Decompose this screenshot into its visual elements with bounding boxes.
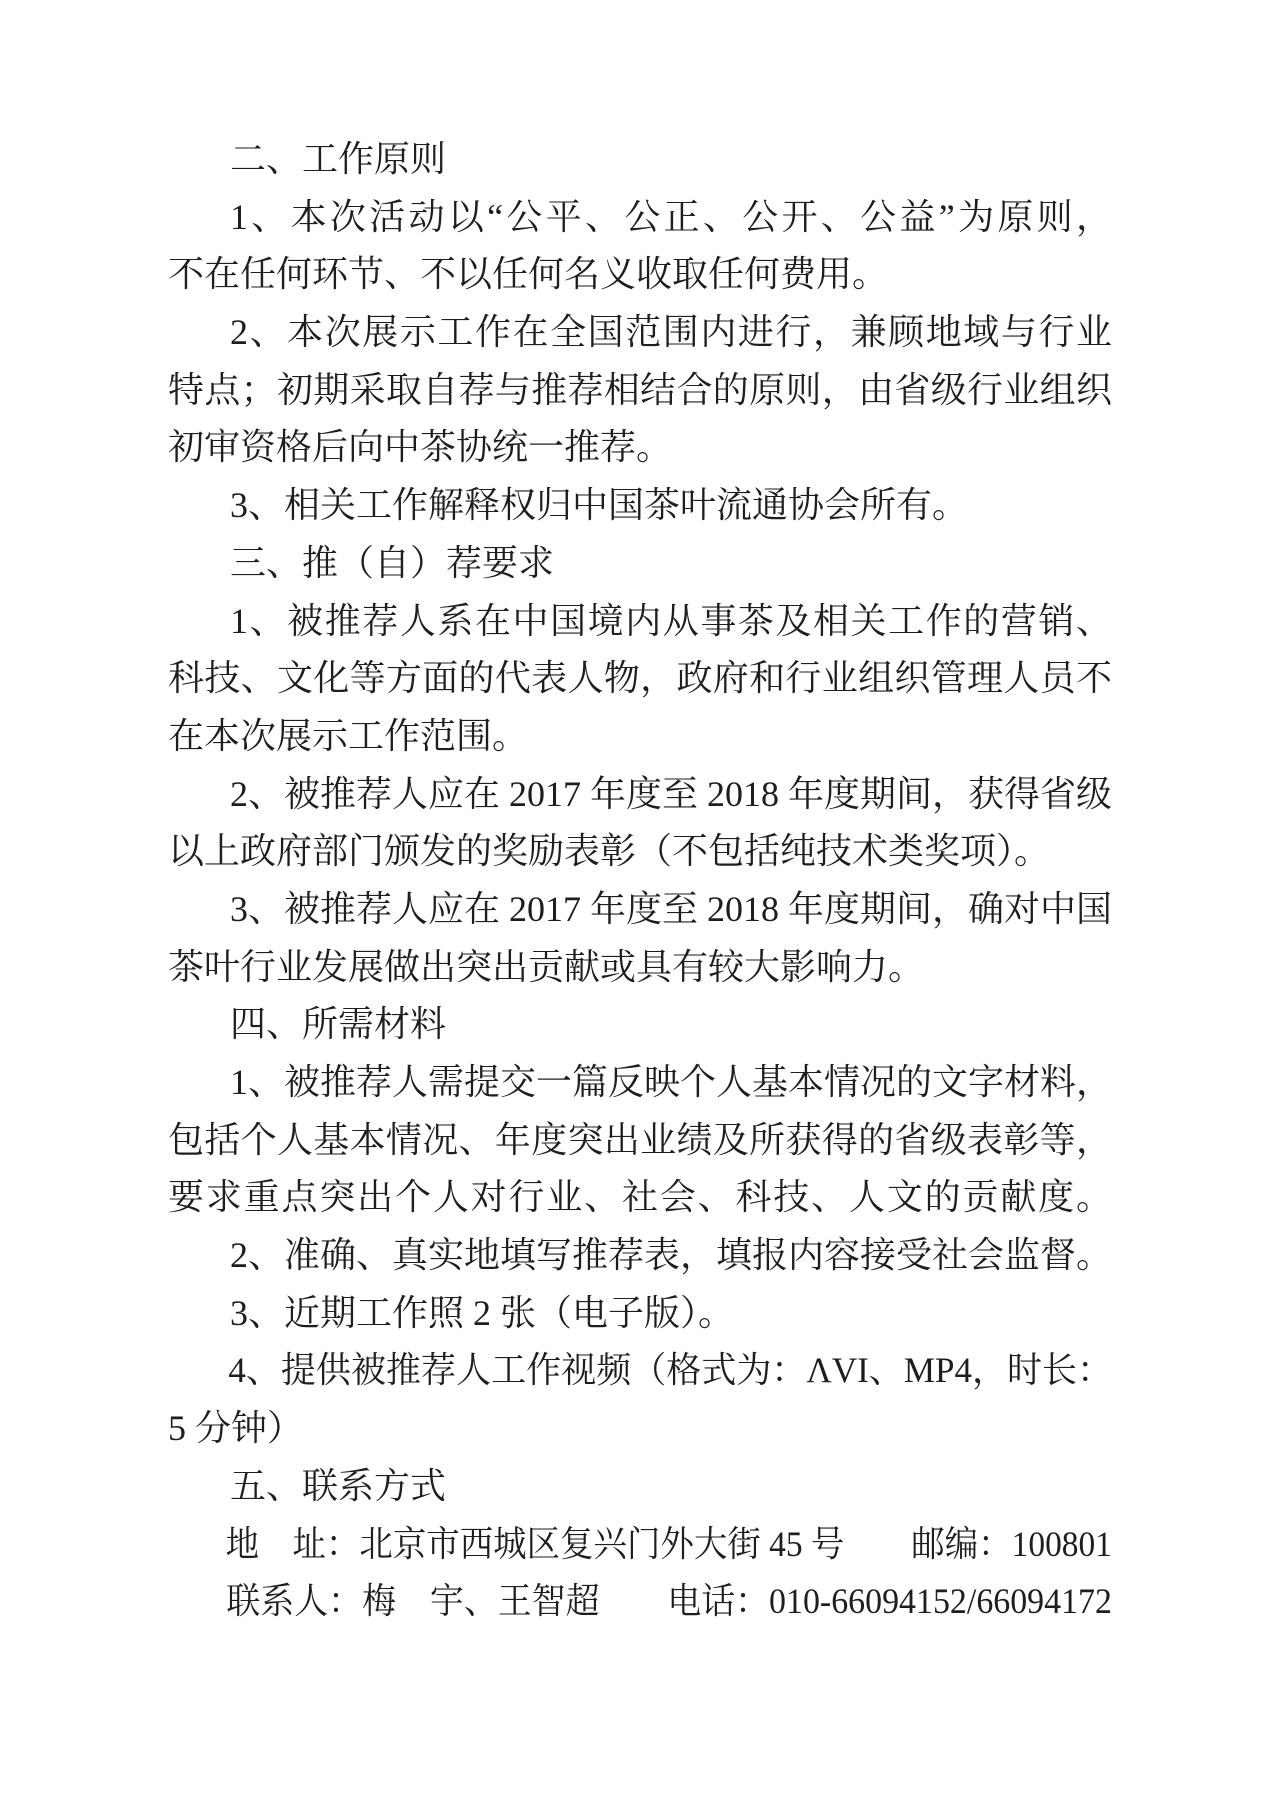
text-line: 三、推（自）荐要求	[230, 542, 555, 583]
text-line: 4、提供被推荐人工作视频（格式为：ΛVI、MP4，时长：	[228, 1350, 1113, 1391]
text-line: 联系人：梅 宇、王智超 电话：010-66094152/66094172	[226, 1581, 1112, 1622]
text-line: 1、本次活动以“公平、公正、公开、公益”为原则，	[230, 196, 1112, 237]
text-line: 1、被推荐人需提交一篇反映个人基本情况的文字材料，	[230, 1062, 1113, 1102]
text-line: 1、被推荐人系在中国境内从事茶及相关工作的营销、	[230, 600, 1112, 641]
text-line: 2、准确、真实地填写推荐表，填报内容接受社会监督。	[230, 1235, 1113, 1276]
text-line: 以上政府部门颁发的奖励表彰（不包括纯技术类奖项）。	[168, 831, 1051, 872]
text-line: 3、近期工作照 2 张（电子版）。	[230, 1292, 735, 1333]
text-line: 要求重点突出个人对行业、社会、科技、人文的贡献度。	[168, 1177, 1112, 1218]
text-line: 包括个人基本情况、年度突出业绩及所获得的省级表彰等，	[168, 1119, 1112, 1160]
text-line: 3、相关工作解释权归中国茶叶流通协会所有。	[230, 485, 969, 526]
text-line: 特点；初期采取自荐与推荐相结合的原则，由省级行业组织	[168, 369, 1112, 410]
text-line: 不在任何环节、不以任何名义收取任何费用。	[168, 254, 889, 295]
document-text-block	[168, 131, 1112, 1631]
text-line: 二、工作原则	[230, 139, 447, 179]
text-line: 四、所需材料	[230, 1004, 447, 1045]
text-line: 3、被推荐人应在 2017 年度至 2018 年度期间，确对中国	[230, 888, 1113, 929]
text-line: 2、本次展示工作在全国范围内进行，兼顾地域与行业	[230, 312, 1112, 353]
text-line: 2、被推荐人应在 2017 年度至 2018 年度期间，获得省级	[230, 773, 1113, 814]
text-line: 初审资格后向中茶协统一推荐。	[168, 427, 673, 468]
text-line: 五、联系方式	[230, 1465, 447, 1506]
text-line: 在本次展示工作范围。	[168, 715, 529, 756]
text-line: 地 址：北京市西城区复兴门外大街 45 号 邮编：100801	[225, 1523, 1112, 1564]
text-line: 科技、文化等方面的代表人物，政府和行业组织管理人员不	[168, 658, 1112, 699]
text-line: 茶叶行业发展做出突出贡献或具有较大影响力。	[168, 946, 925, 987]
text-line: 5 分钟）	[168, 1408, 304, 1449]
